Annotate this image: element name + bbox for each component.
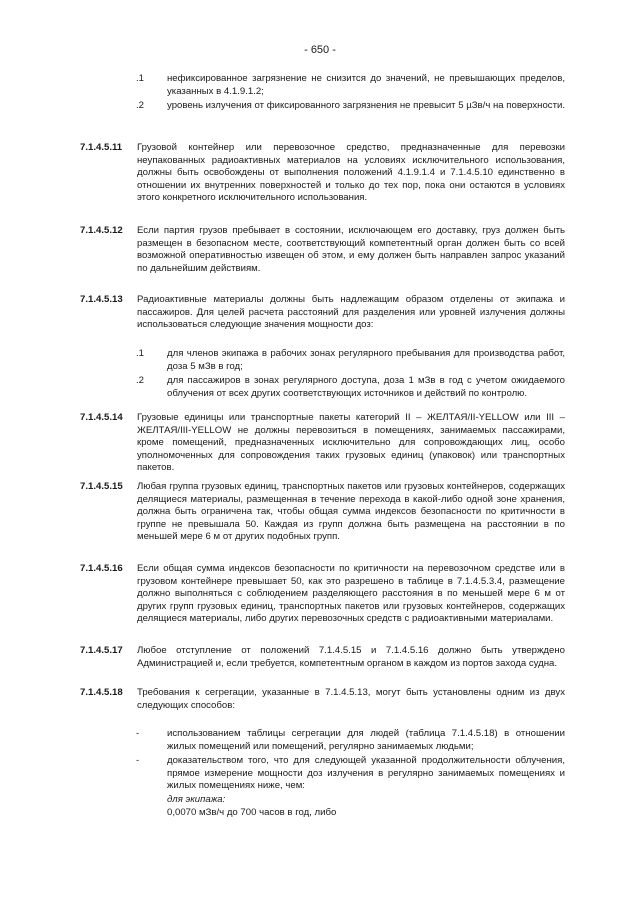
clause-text: Радиоактивные материалы должны быть надлежащим образом отделены от экипажа и пассажиров. Для целей расчета расстояний для разделения или уровней излучения должны использоваться следующие значения мощности доз: xyxy=(137,294,565,330)
clause-text: Грузовой контейнер или перевозочное средство, предназначенные для перевозки неупакованных радиоактивных материалов на условиях исключительного использования, должны быть освобождены от выполнения положений 4.1.9.1.4 и 7.1.4.5.10 единственно в отношении их внутренних поверхностей и только до тех пор, пока они остаются в условиях этого конкретного исключительного использования. xyxy=(137,142,565,203)
item-text: нефиксированное загрязнение не снизится до значений, не превышающих пределов, указанных в 4.1.9.1.2; xyxy=(167,73,565,97)
clause-7-1-4-5-13 xyxy=(80,294,565,332)
clause-7-1-4-5-16 xyxy=(80,563,565,626)
list-item xyxy=(136,375,565,400)
item-text: для пассажиров в зонах регулярного доступа, доза 1 мЗв в год с учетом ожидаемого облучения от всех других соответствующих источников и действий по контролю. xyxy=(167,375,565,399)
clause-text: Если общая сумма индексов безопасности по критичности на перевозочном средстве или в грузовом контейнере превышает 50, как это разрешено в таблице в 7.1.4.5.3.4, размещение должно выполняться с соблюдением разделяющего расстояния в по меньшей мере 6 м от других групп грузовых единиц, транспортных пакетов или грузовых контейнеров, содержащих делящиеся материалы, либо других перевозочных средств с радиоактивными материалами. xyxy=(137,563,565,624)
clause-7-1-4-5-15 xyxy=(80,481,565,544)
clause-number: 7.1.4.5.12 xyxy=(80,225,123,236)
list-item xyxy=(136,728,565,753)
clause-7-1-4-5-18 xyxy=(80,687,565,712)
clause-number: 7.1.4.5.16 xyxy=(80,563,123,574)
item-text: использованием таблицы сегрегации для людей (таблица 7.1.4.5.18) в отношении жилых помещений или помещений, регулярно занимаемых людьми; xyxy=(167,728,565,752)
item-text: доказательством того, что для следующей указанной продолжительности облучения, прямое измерение мощности доз излучения в регулярно занимаемых помещениях и жилых помещениях ниже, чем: xyxy=(167,755,565,791)
crew-dose-value: 0,0070 мЗв/ч до 700 часов в год, либо xyxy=(167,807,337,818)
clause-number: 7.1.4.5.14 xyxy=(80,412,123,423)
clause-number: 7.1.4.5.11 xyxy=(80,142,123,153)
item-text: для членов экипажа в рабочих зонах регулярного пребывания для производства работ, доза 5 мЗв в год; xyxy=(167,348,565,372)
clause-number: 7.1.4.5.15 xyxy=(80,481,123,492)
item-number: .1 xyxy=(136,73,145,84)
item-number: .2 xyxy=(136,375,145,386)
item-number: .2 xyxy=(136,100,145,111)
clause-7-1-4-5-12 xyxy=(80,225,565,275)
clause-text: Любое отступление от положений 7.1.4.5.15 и 7.1.4.5.16 должно быть утверждено Администрацией и, если требуется, компетентным органом в каждом из портов захода судна. xyxy=(137,645,565,669)
clause-text: Требования к сегрегации, указанные в 7.1.4.5.13, могут быть установлены одним из двух следующих способов: xyxy=(137,687,565,711)
clause-number: 7.1.4.5.17 xyxy=(80,645,123,656)
clause-text: Любая группа грузовых единиц, транспортных пакетов или грузовых контейнеров, содержащих делящиеся материалы, размещенная в течение перехода в какой-либо одной зоне хранения, должна быть ограничена так, чтобы общая сумма индексов безопасности по критичности в группе не превышала 50. Каждая из групп должна быть размещена на расстоянии в по меньшей мере 6 м от других подобных групп. xyxy=(137,481,565,542)
crew-label: для экипажа: xyxy=(167,794,226,805)
clause-7-1-4-5-17 xyxy=(80,645,565,670)
list-item xyxy=(136,100,565,113)
item-bullet: - xyxy=(136,728,140,739)
list-item xyxy=(136,348,565,373)
clause-text: Если партия грузов пребывает в состоянии, исключающем его доставку, груз должен быть размещен в безопасном месте, соответствующий компетентный орган должен быть со всей возможной оперативностью извещен об этом, и ему должен быть направлен запрос указаний по дальнейшим действиям. xyxy=(137,225,565,274)
clause-7-1-4-5-14 xyxy=(80,412,565,475)
item-text: уровень излучения от фиксированного загрязнения не превысит 5 µЗв/ч на поверхности. xyxy=(167,100,566,111)
clause-number: 7.1.4.5.18 xyxy=(80,687,123,698)
clause-text: Грузовые единицы или транспортные пакеты категорий II – ЖЕЛТАЯ/II-YELLOW или III – ЖЕЛТАЯ/III-YELLOW не должны перевозиться в помещениях, занимаемых пассажирами, кроме помещений, предназначенных исключительно для сопровождающих лиц, особо уполномоченных для сопровождения таких грузовых единиц (упаковок) или транспортных пакетов. xyxy=(137,412,565,473)
clause-number: 7.1.4.5.13 xyxy=(80,294,123,305)
clause-7-1-4-5-11 xyxy=(80,142,565,205)
item-bullet: - xyxy=(136,755,140,766)
item-number: .1 xyxy=(136,348,145,359)
list-item xyxy=(136,755,565,793)
list-item xyxy=(136,73,565,98)
page-number: - 650 - xyxy=(304,44,336,56)
